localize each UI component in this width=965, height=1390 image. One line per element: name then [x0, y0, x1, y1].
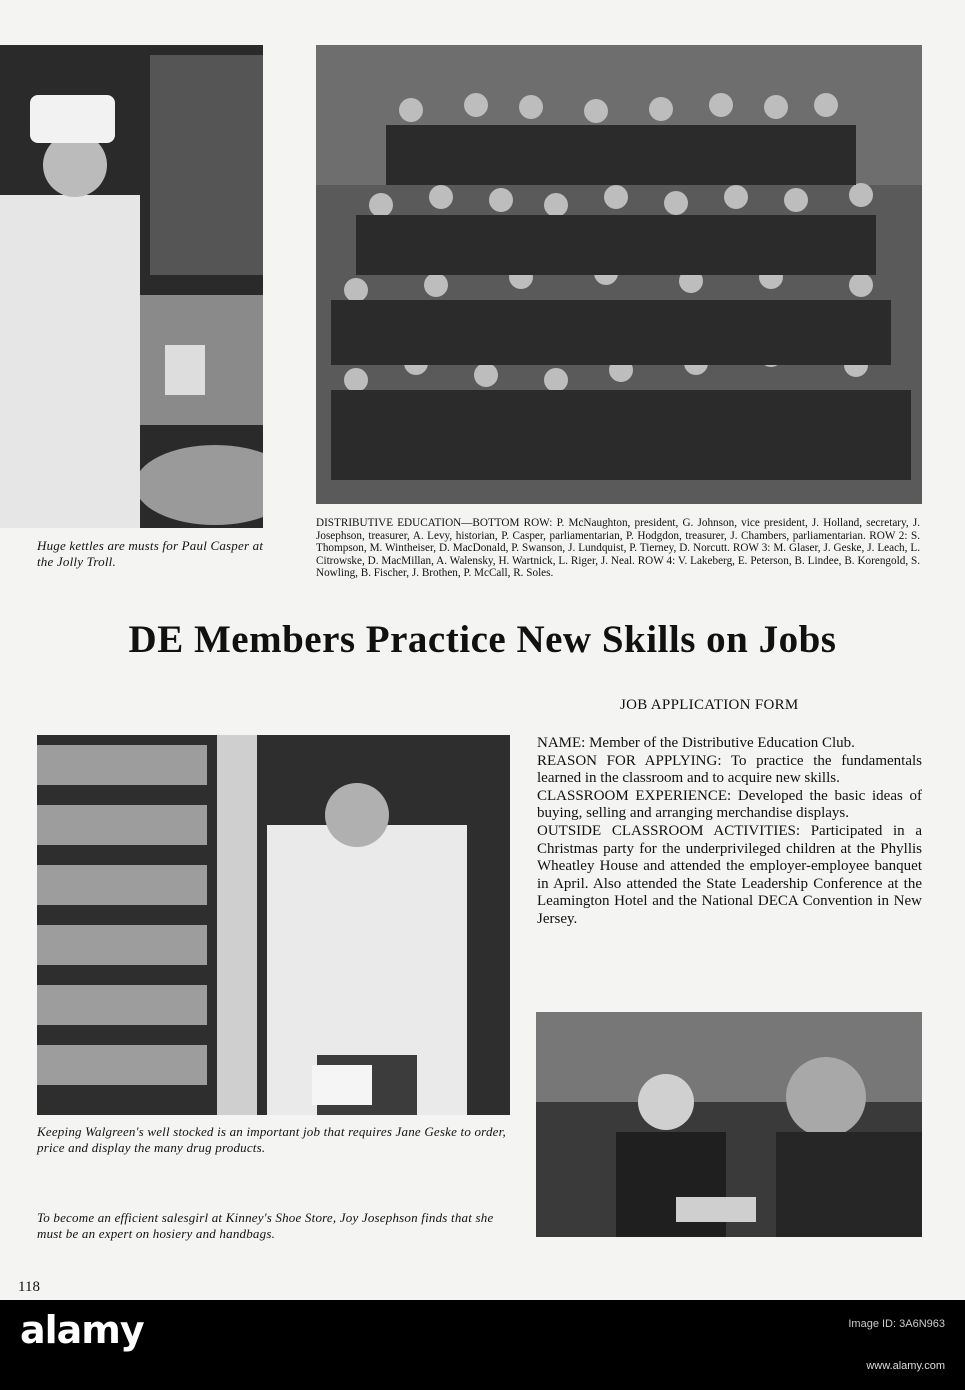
page-headline: DE Members Practice New Skills on Jobs	[128, 618, 837, 661]
job-application-form-body	[537, 735, 922, 929]
photo-group-distributive-education	[316, 45, 922, 504]
brand-logo: alamy	[20, 1308, 144, 1352]
page-number: 118	[18, 1279, 40, 1295]
photo-walgreens-stocking	[37, 735, 510, 1115]
form-activities: OUTSIDE CLASSROOM ACTIVITIES: Participated in a Christmas party for the underprivileged children at the Phyllis Wheatley House and attended the employer-employee banquet in April. Also attended the State Leadership Conference at the Leamington Hotel and the National DECA Convention in New Jersey.	[537, 822, 922, 927]
source-url: www.alamy.com	[866, 1360, 945, 1372]
watermark-footer-bar	[0, 1300, 965, 1390]
caption-shoe-store: To become an efficient salesgirl at Kinney's Shoe Store, Joy Josephson finds that she must be an expert on hosiery and handbags.	[37, 1210, 494, 1241]
form-experience: CLASSROOM EXPERIENCE: Developed the basic ideas of buying, selling and arranging merchandise displays.	[537, 787, 922, 822]
caption-kettles: Huge kettles are musts for Paul Casper at the Jolly Troll.	[37, 538, 264, 569]
photo-shoe-store-salesgirl	[536, 1012, 922, 1237]
form-name: NAME: Member of the Distributive Education Club.	[537, 735, 855, 751]
photo-cook-kettles	[0, 45, 263, 528]
form-reason: REASON FOR APPLYING: To practice the fundamentals learned in the classroom and to acquire new skills.	[537, 752, 922, 787]
image-id-label: Image ID: 3A6N963	[848, 1318, 945, 1330]
caption-walgreens: Keeping Walgreen's well stocked is an important job that requires Jane Geske to order, price and display the many drug products.	[37, 1124, 506, 1155]
caption-group-roster: DISTRIBUTIVE EDUCATION—BOTTOM ROW: P. McNaughton, president, G. Johnson, vice president, J. Holland, secretary, J. Josephson, treasurer, A. Levy, historian, P. Casper, parliamentarian, P. Hodgdon, treasurer, J. Chambers, parliamentarian. ROW 2: S. Thompson, M. Wintheiser, D. MacDonald, P. Swanson, J. Lundquist, P. Tierney, D. Norcutt. ROW 3: M. Glaser, J. Geske, J. Leach, L. Citrowske, D. MacMillan, A. Walensky, H. Wartnick, L. Riger, J. Neal. ROW 4: V. Lakeberg, E. Peterson, B. Lindee, B. Korengold, S. Nowling, B. Fischer, J. Brothen, P. McCall, R. Soles.	[316, 517, 920, 579]
job-application-form-title: JOB APPLICATION FORM	[620, 697, 799, 713]
